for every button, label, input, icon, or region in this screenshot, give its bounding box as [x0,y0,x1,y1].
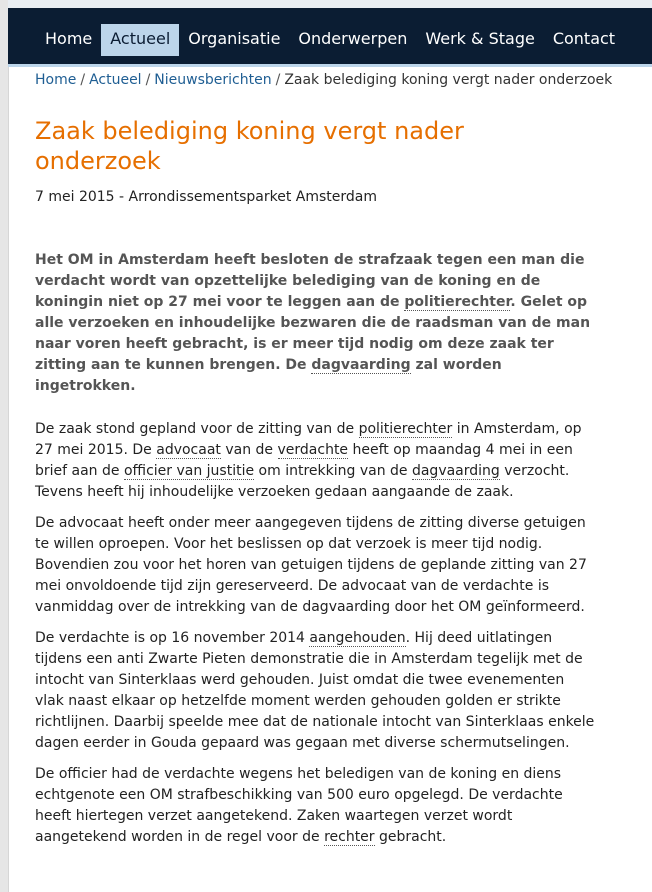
breadcrumb-link-nieuwsberichten[interactable]: Nieuwsberichten [154,72,272,88]
breadcrumb-link-actueel[interactable]: Actueel [89,72,142,88]
article-body [35,250,595,858]
glossary-term-link[interactable]: dagvaarding [411,463,500,479]
nav-item-onderwerpen[interactable]: Onderwerpen [298,29,408,48]
text-run: in Amsterdam, op 27 mei 2015. De [35,421,582,458]
page-title: Zaak belediging koning vergt nader onderzoek [35,117,464,175]
breadcrumb-separator: / [275,72,281,88]
text-run: gebracht. [374,829,447,845]
nav-item-contact[interactable]: Contact [552,29,616,48]
glossary-term-link[interactable]: rechter [324,829,375,845]
top-navigation [8,0,652,64]
nav-item-werk-stage[interactable]: Werk & Stage [425,29,535,48]
article-dateline: 7 mei 2015 - Arrondissementsparket Amsterdam [35,189,377,205]
glossary-term-link[interactable]: politierechter [358,421,453,437]
glossary-term-link[interactable]: dagvaarding [311,357,411,373]
text-run: Het OM in Amsterdam heeft besloten de strafzaak tegen een man die verdacht wordt van opzettelijke belediging van de koning en de koningin niet op 27 mei voor te leggen aan de [35,252,585,310]
breadcrumb-separator: / [145,72,151,88]
text-run: De verdachte is op 16 november 2014 [35,630,310,646]
window-left-border [0,0,9,892]
text-run: . Gelet op alle verzoeken en inhoudelijke bezwaren die de raadsman van de man naar voren heeft gebracht, is er meer tijd nodig om deze zaak ter zitting aan te kunnen brengen. De [35,294,591,373]
article-paragraph [35,628,595,754]
nav-list [36,24,624,56]
article-paragraph [35,419,595,503]
text-run: . Hij deed uitlatingen tijdens een anti Zwarte Pieten demonstratie die in Amsterdam tegelijk met de intocht van Sinterklaas werd gehouden. Juist omdat die twee evenementen vlak naast elkaar op hetzelfde moment werden gehouden golden er strikte richtlijnen. Daarbij speelde mee dat de nationale intocht van Sinterklaas enkele dagen eerder in Gouda gepaard was gegaan met diverse schermutselingen. [35,630,595,751]
breadcrumb-link-home[interactable]: Home [35,72,77,88]
text-run: heeft op maandag 4 mei in een brief aan de [35,442,573,479]
text-run: om intrekking van de [254,463,412,479]
breadcrumb-current: Zaak belediging koning vergt nader onderzoek [284,72,613,88]
text-run: verzocht. Tevens heeft hij inhoudelijke verzoeken gedaan aangaande de zaak. [35,463,570,500]
article-lead [35,250,595,397]
text-run: van de [220,442,278,458]
article-paragraphs [35,419,595,848]
glossary-term-link[interactable]: advocaat [156,442,221,458]
article-paragraph [35,513,595,618]
text-run: De zaak stond gepland voor de zitting van de [35,421,359,437]
glossary-term-link[interactable]: aangehouden [309,630,406,646]
nav-item-organisatie[interactable]: Organisatie [188,29,281,48]
text-run: De advocaat heeft onder meer aangegeven tijdens de zitting diverse getuigen te willen oproepen. Voor het beslissen op dat verzoek is meer tijd nodig. Bovendien zou voor het horen van getuigen tijdens de geplande zitting van 27 mei onvoldoende tijd zijn gereserveerd. De advocaat van de verdachte is vanmiddag over de intrekking van de dagvaarding door het OM geïnformeerd. [35,515,587,615]
nav-item-actueel[interactable]: Actueel [101,24,179,56]
glossary-term-link[interactable]: officier van justitie [123,463,255,479]
glossary-term-link[interactable]: politierechter [404,294,511,310]
article-paragraph [35,764,595,848]
glossary-term-link[interactable]: verdachte [277,442,349,458]
nav-underline [8,64,652,67]
text-run: De officier had de verdachte wegens het beledigen van de koning en diens echtgenote een OM strafbeschikking van 500 euro opgelegd. De verdachte heeft hiertegen verzet aangetekend. Zaken waartegen verzet wordt aangetekend worden in de regel voor de [35,766,563,845]
breadcrumb-separator: / [80,72,86,88]
nav-item-home[interactable]: Home [45,29,93,48]
breadcrumb [35,72,612,88]
text-run: zal worden ingetrokken. [35,357,502,394]
